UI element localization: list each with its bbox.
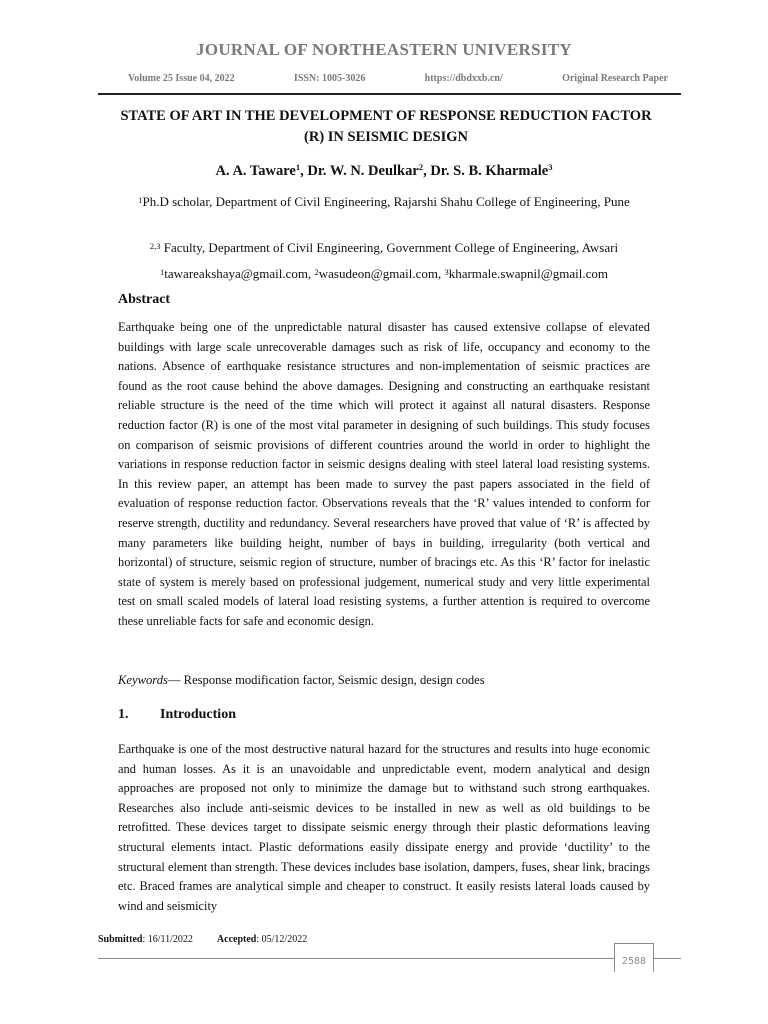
paper-title-line2: (R) IN SEISMIC DESIGN bbox=[304, 129, 468, 145]
paper-title bbox=[108, 106, 664, 148]
affiliation-sup: 1 bbox=[138, 195, 143, 205]
email-sup: 3 bbox=[444, 267, 449, 277]
keywords-text: — Response modification factor, Seismic design, design codes bbox=[167, 673, 485, 687]
submitted-label: Submitted bbox=[98, 934, 143, 945]
author-name: A. A. Taware bbox=[215, 163, 296, 179]
introduction-text: Earthquake is one of the most destructive natural hazard for the structures and results into huge economic and human losses. As it is an unavoidable and unpredictable event, modern analytical and design approaches are proposed not only to minimize the damage but to withstand such strong earthquakes. Researches also include anti-seismic devices to be installed in new as well as old buildings to be retrofitted. These devices target to dissipate seismic energy through their plastic deformations leaving structural elements intact. Plastic deformations easily dissipate energy and provide ‘ductility’ to the structural element than strength. These devices includes base isolation, dampers, fuses, shear link, bracings etc. Braced frames are analytical simple and cheaper to construct. It easily resists lateral loads caused by wind and seismicity bbox=[118, 742, 650, 913]
abstract-text: Earthquake being one of the unpredictable natural disaster has caused extensive collapse of elevated buildings with large scale unrecoverable damages such as risk of life, occupancy and economy to the nations. Absence of earthquake resistance structures and non-implementation of seismic practices are found as the root cause behind the above damages. Designing and constructing an earthquake resistant reliable structure is the need of the time which will protect it against all natural disasters. Response reduction factor (R) is one of the most vital parameter in designing of such buildings. This study focuses on comparison of seismic provisions of different countries around the world in order to highlight the variations in response reduction factor in seismic designs dealing with steel lateral load resisting systems. In this review paper, an attempt has been made to survey the past papers associated in the field of evaluation of response reduction factor. Observations reveals that the ‘R’ values intended to conform for reserve strength, ductility and redundancy. Several researchers have proved that value of ‘R’ is affected by many parameters like building height, number of bays in building, irregularity (both vertical and horizontal) of structure, seismic region of structure, number of bracings etc. As this ‘R’ factor for inelastic state of system is merely based on professional judgement, numerical study and very little experimental test on small scaled models of lateral load resisting systems, a further attention is required to overcome these unreliable facts for safe and economic design. bbox=[118, 320, 650, 628]
affiliation-2 bbox=[118, 238, 650, 257]
submission-dates bbox=[98, 934, 307, 945]
email-sup: 2 bbox=[314, 267, 319, 277]
accepted-value: : 05/12/2022 bbox=[256, 934, 308, 945]
author-name: Dr. W. N. Deulkar bbox=[307, 163, 419, 179]
issn: ISSN: 1005-3026 bbox=[293, 73, 366, 84]
section-heading-introduction bbox=[118, 707, 236, 723]
header-divider bbox=[98, 93, 681, 95]
accepted-date bbox=[217, 934, 307, 945]
affiliation-sup: 2,3 bbox=[149, 241, 161, 251]
volume-info: Volume 25 Issue 04, 2022 bbox=[128, 73, 235, 84]
section-number: 1. bbox=[118, 707, 129, 722]
author-sup: 2 bbox=[418, 162, 424, 172]
journal-meta-row bbox=[128, 73, 668, 84]
journal-url[interactable]: https://dbdxxb.cn/ bbox=[424, 73, 503, 84]
abstract-heading: Abstract bbox=[118, 292, 171, 307]
author-name: Dr. S. B. Kharmale bbox=[430, 163, 549, 179]
affiliation-1 bbox=[118, 192, 650, 211]
author-sup: 1 bbox=[295, 162, 301, 172]
submitted-date bbox=[98, 934, 193, 945]
email-list: $^1$tawareakshaya@gmail.com, $^2$wasudeon@gmail.com, $^3$kharmale.swapnil@gmail.com bbox=[160, 266, 608, 281]
email-link[interactable]: wasudeon@gmail.com bbox=[318, 266, 438, 281]
email-link[interactable]: kharmale.swapnil@gmail.com bbox=[448, 266, 608, 281]
affiliation-text: Ph.D scholar, Department of Civil Engineering, Rajarshi Shahu College of Engineering, Pune bbox=[142, 194, 630, 209]
keywords bbox=[118, 673, 650, 688]
paper-title-line1: STATE OF ART IN THE DEVELOPMENT OF RESPONSE REDUCTION FACTOR bbox=[120, 108, 652, 124]
keywords-label: Keywords bbox=[118, 673, 168, 687]
journal-title: JOURNAL OF NORTHEASTERN UNIVERSITY bbox=[196, 40, 572, 59]
author-sup: 3 bbox=[548, 162, 553, 172]
author-list: A. A. Taware$^1$, Dr. W. N. Deulkar$^2$, Dr. S. B. Kharmale$^3$ bbox=[215, 162, 553, 179]
footer-divider bbox=[98, 958, 681, 959]
section-title: Introduction bbox=[160, 707, 236, 722]
email-link[interactable]: tawareakshaya@gmail.com bbox=[164, 266, 308, 281]
submitted-value: : 16/11/2022 bbox=[142, 934, 193, 945]
page-number: 2588 bbox=[621, 956, 647, 967]
accepted-label: Accepted bbox=[216, 934, 257, 945]
email-sup: 1 bbox=[160, 267, 165, 277]
affiliation-text: Faculty, Department of Civil Engineering, Government College of Engineering, Awsari bbox=[160, 240, 619, 255]
paper-type: Original Research Paper bbox=[562, 73, 668, 84]
